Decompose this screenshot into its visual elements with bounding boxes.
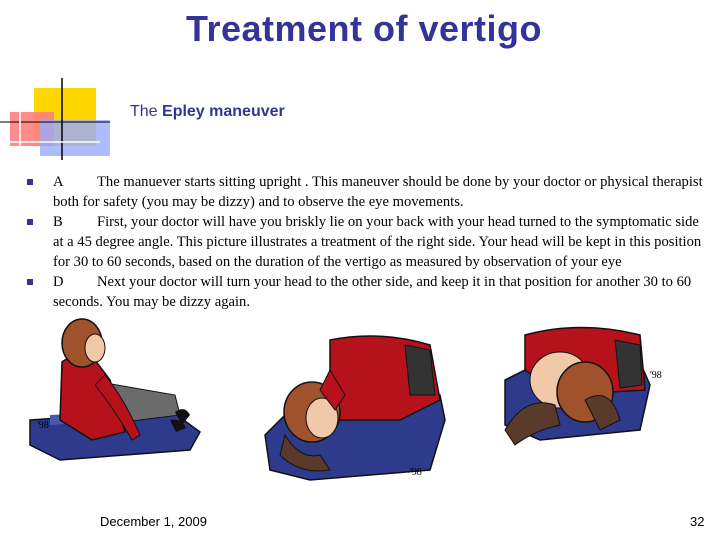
slide-subtitle — [130, 103, 285, 121]
bullet-text: The manuever starts sitting upright . This maneuver should be done by your doctor or physical therapist both for safety (you may be dizzy) and to observe the eye movements. — [53, 174, 703, 210]
bullet-letter: A — [53, 174, 64, 190]
patient-sitting-illustration — [30, 319, 200, 460]
signature: '98 — [650, 370, 662, 381]
signature: '98 — [410, 467, 422, 478]
patient-lying-illustration — [265, 336, 445, 480]
bullet-square-icon — [27, 179, 33, 185]
epley-illustrations — [0, 318, 728, 498]
bullet-letter: B — [53, 214, 63, 230]
bullet-square-icon — [27, 279, 33, 285]
page-number: 32 — [690, 514, 705, 529]
footer-date: December 1, 2009 — [100, 514, 207, 529]
signature: '98 — [37, 420, 49, 431]
slide-title: Treatment of vertigo — [185, 8, 543, 49]
bullet-letter: D — [53, 274, 64, 290]
subtitle-prefix: The — [130, 103, 163, 120]
bullet-text: First, your doctor will have you briskly lie on your back with your head turned to the symptomatic side at a 45 degree angle. This picture illustrates a treatment of the right side. Your head will be kept in this position for 30 to 60 seconds, based on the duration of the vertigo as measured by observation of your eye — [53, 214, 702, 270]
subtitle-bold: Epley maneuver — [162, 103, 285, 120]
bullet-list — [24, 172, 709, 312]
bullet-item — [24, 212, 709, 272]
bullet-square-icon — [27, 219, 33, 225]
bullet-item — [24, 272, 709, 312]
bullet-text: Next your doctor will turn your head to the other side, and keep it in that position for another 30 to 60 seconds. You may be dizzy again. — [53, 274, 692, 310]
bullet-item — [24, 172, 709, 212]
patient-head-turned-illustration — [505, 328, 662, 446]
